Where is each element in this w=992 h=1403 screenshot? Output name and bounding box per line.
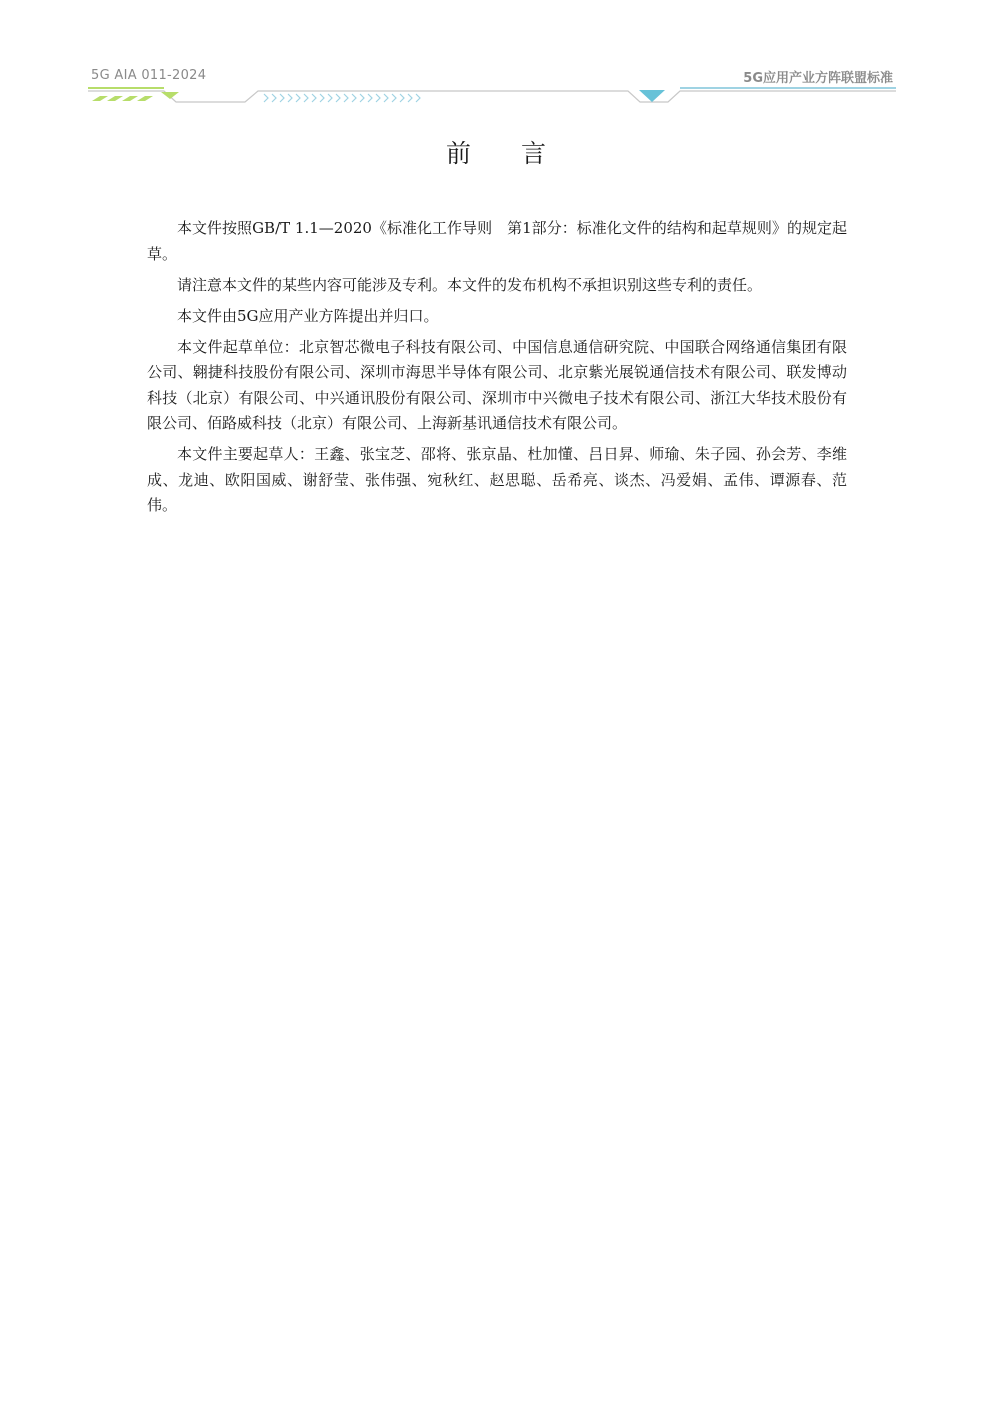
header-decoration (88, 84, 896, 114)
preface-paragraph-drafting-units: 本文件起草单位：北京智芯微电子科技有限公司、中国信息通信研究院、中国联合网络通信集团有限公司、翱捷科技股份有限公司、深圳市海思半导体有限公司、北京紫光展锐通信技术有限公司、联发博动科技（北京）有限公司、中兴通讯股份有限公司、深圳市中兴微电子技术有限公司、浙江大华技术股份有限公司、佰路威科技（北京）有限公司、上海新基讯通信技术有限公司。 (147, 337, 847, 432)
preface-paragraph-drafting-rules: 本文件按照GB/T 1.1—2020《标准化工作导则 第1部分：标准化文件的结构和起草规则》的规定起草。 (147, 219, 847, 263)
green-stripes-icon (92, 96, 153, 101)
green-triangle-icon (161, 92, 179, 99)
header-divider-line (88, 91, 896, 102)
preface-body (147, 216, 847, 524)
header-doc-code: 5G AIA 011-2024 (91, 68, 207, 83)
header-org-name: 5G应用产业方阵联盟标准 (743, 71, 893, 86)
preface-paragraph-patent-notice: 请注意本文件的某些内容可能涉及专利。本文件的发布机构不承担识别这些专利的责任。 (177, 275, 763, 294)
cyan-triangle-icon (639, 90, 665, 102)
preface-paragraph-proposer: 本文件由5G应用产业方阵提出并归口。 (177, 306, 439, 325)
preface-paragraph-drafters: 本文件主要起草人：王鑫、张宝芝、邵将、张京晶、杜加懂、吕日昇、师瑜、朱子园、孙会芳、李维成、龙迪、欧阳国威、谢舒莹、张伟强、宛秋红、赵思聪、岳希亮、谈杰、冯爱娟、孟伟、谭源春、范伟。 (147, 445, 847, 514)
chevron-row-icon (264, 94, 420, 102)
page-title: 前言 (445, 139, 596, 168)
